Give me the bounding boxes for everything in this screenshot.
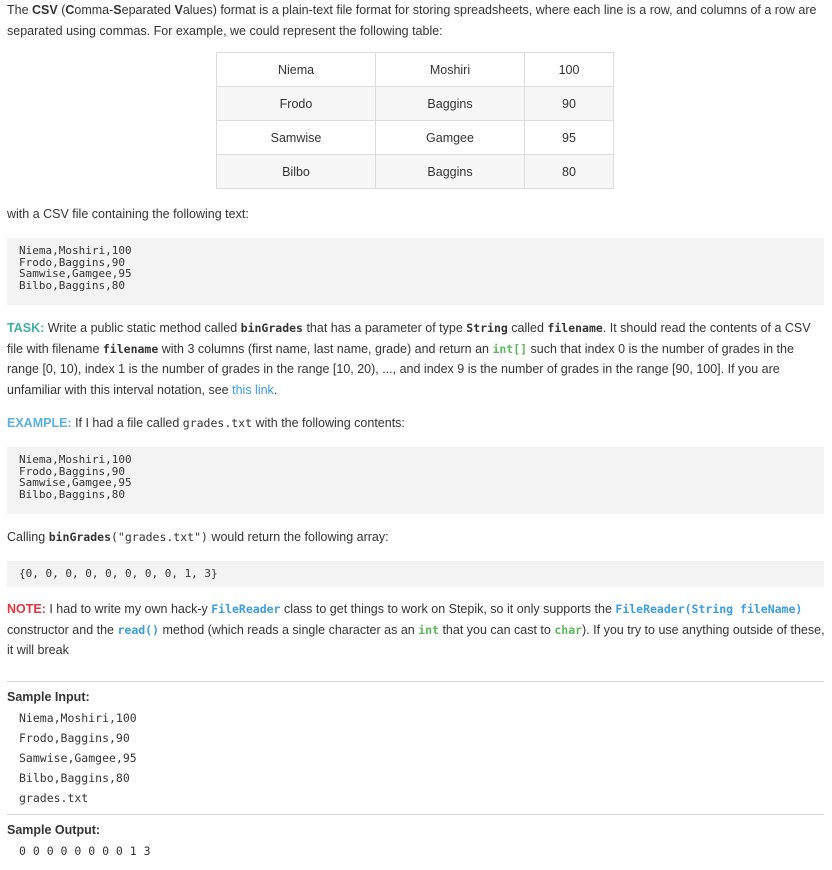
table-cell: Baggins [376,87,525,121]
note-text: ). If you try to use anything outside of these, it will break [7,622,825,657]
method-name: binGrades [48,530,111,544]
table-cell: 95 [525,121,614,155]
table-cell: 100 [525,53,614,87]
table-cell: Baggins [376,155,525,189]
class-name: FileReader [211,602,281,616]
sample-input-label: Sample Input: [7,690,90,704]
task-paragraph [7,318,825,400]
example-paragraph [7,413,825,434]
note-text: constructor and the [7,622,118,637]
table-row [217,53,614,87]
table-cell: Gamgee [376,121,525,155]
note-paragraph [7,599,825,661]
example-text: with the following contents: [252,416,405,430]
file-name: grades.txt [182,416,253,430]
note-text: I had to write my own hack-y [45,602,212,616]
sample-input-line: Samwise,Gamgee,95 [19,751,137,765]
int-type: int [418,622,439,637]
sample-output-label: Sample Output: [7,823,101,837]
return-type: int[] [492,341,528,356]
intro-text: eparated [121,3,175,17]
table-cell: Samwise [217,121,376,155]
table-cell: Niema [217,53,376,87]
sample-output: 0 0 0 0 0 0 0 0 1 3 [19,844,151,858]
csv-letter-c: C [65,3,75,17]
csv-term: CSV [32,3,58,17]
note-text: method (which reads a single character as an [159,622,419,637]
task-text: . [273,382,278,397]
intro-paragraph [7,0,825,41]
sample-input-line: grades.txt [19,791,89,805]
csv-letter-v: V [174,3,183,17]
calling-text: Calling [7,530,49,544]
sample-input-line: Niema,Moshiri,100 [19,711,137,725]
interval-notation-link[interactable]: this link [232,382,274,397]
task-text: . It should read the contents of a CSV file with filename [7,321,811,356]
task-label: TASK: [7,321,45,335]
note-text: class to get things to work on Stepik, so it only supports the [280,602,616,616]
param-type: String [466,321,508,335]
intro-text: alues) format is a plain-text file format for storing spreadsheets, where each line is a row, and columns of a row are separated using commas. For example, we could represent the following table: [7,3,817,38]
example-label: EXAMPLE: [7,416,72,430]
read-method: read() [117,622,160,637]
table-cell: 80 [525,155,614,189]
task-text: with 3 columns (first name, last name, grade) and return an [158,341,493,356]
task-text: called [507,321,548,335]
sample-input [19,708,137,808]
sample-input-line: Frodo,Baggins,90 [19,731,130,745]
task-text: such that index 0 is the number of grades in the range [0, 10), index 1 is the number of grades in the range [10, 20), ..., and index 9 is the number of grades in the range [90, 100]. If you are unfamiliar with this interval notation, see [7,341,794,397]
char-type: char [554,622,583,637]
csv-code-block: Niema,Moshiri,100 Frodo,Baggins,90 Samwise,Gamgee,95 Bilbo,Baggins,80 [7,238,824,305]
task-text: Write a public static method called [44,321,241,335]
table-cell: Bilbo [217,155,376,189]
table-row [217,155,614,189]
param-name: filename [547,321,603,335]
intro-text: The [7,3,33,17]
constructor-signature: FileReader(String fileName) [615,602,803,616]
note-label: NOTE: [7,602,46,616]
table-cell: 90 [525,87,614,121]
table-row [217,87,614,121]
calling-paragraph [7,527,825,548]
example-text: If I had a file called [71,416,183,430]
method-name: binGrades [240,321,303,335]
divider [7,814,824,815]
method-args: ("grades.txt") [111,530,208,544]
task-text: that has a parameter of type [302,321,467,335]
grades-table [216,52,614,189]
intro-text: omma- [74,3,114,17]
param-name: filename [102,341,159,356]
note-text: that you can cast to [438,622,555,637]
intro-text: ( [57,3,66,17]
table-row [217,121,614,155]
calling-text: would return the following array: [207,530,389,544]
with-csv-text: with a CSV file containing the following text: [7,207,249,221]
divider [7,681,824,682]
table-cell: Frodo [217,87,376,121]
sample-input-line: Bilbo,Baggins,80 [19,771,130,785]
array-code-block: {0, 0, 0, 0, 0, 0, 0, 0, 1, 3} [7,561,824,587]
csv-letter-s: S [113,3,122,17]
example-code-block: Niema,Moshiri,100 Frodo,Baggins,90 Samwise,Gamgee,95 Bilbo,Baggins,80 [7,447,824,514]
table-cell: Moshiri [376,53,525,87]
